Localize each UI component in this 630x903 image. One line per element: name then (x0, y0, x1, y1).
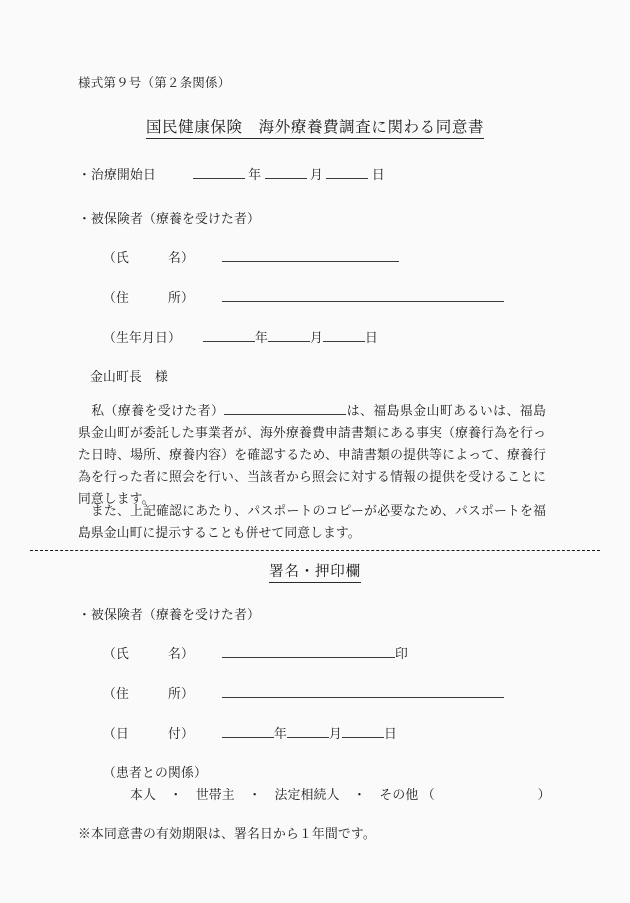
signature-address-row (103, 683, 504, 702)
signature-date-month-blank[interactable] (287, 725, 329, 738)
relationship-paren-close: ） (537, 788, 551, 802)
signature-date-year-blank[interactable] (222, 725, 274, 738)
consent-p2-text: また、上記確認にあたり、パスポートのコピーが必要なため、パスポートを福島県金山町に提示することも併せて同意します。 (78, 504, 546, 540)
footer-note: ※本同意書の有効期限は、署名日から１年間です。 (78, 827, 376, 841)
insured-name-blank[interactable] (222, 249, 399, 262)
signature-name-blank[interactable] (222, 645, 395, 658)
signature-date-day-unit: 日 (383, 727, 397, 741)
insured-name-row (103, 247, 399, 266)
signature-section-title (0, 560, 630, 581)
relationship-option-householder[interactable]: 世帯主 (195, 788, 235, 802)
signature-name-label: （氏 名） (103, 647, 194, 661)
consent-paragraph-1 (78, 400, 546, 510)
signature-address-blank[interactable] (222, 685, 504, 698)
insured-address-label: （住 所） (103, 291, 194, 305)
insured-birth-day-blank[interactable] (323, 329, 365, 342)
signature-address-label: （住 所） (103, 687, 194, 701)
insured-birth-year-blank[interactable] (203, 329, 255, 342)
signature-name-row (103, 643, 408, 662)
treatment-start-label: ・治療開始日 (78, 168, 156, 182)
signature-section-title-text: 署名・押印欄 (269, 564, 361, 583)
form-number: 様式第９号（第２条関係） (78, 76, 231, 90)
signature-date-day-blank[interactable] (342, 725, 384, 738)
signature-date-month-unit: 月 (328, 727, 342, 741)
relationship-separator: ・ (248, 788, 262, 802)
addressee: 金山町長 様 (90, 370, 168, 384)
signature-date-label: （日 付） (103, 727, 194, 741)
insured-name-label: （氏 名） (103, 251, 194, 265)
page-title-text: 国民健康保険 海外療養費調査に関わる同意書 (146, 119, 484, 139)
treatment-start-month-unit: 月 (310, 168, 324, 182)
consent-p1-after: は、福島県金山町あるいは、福島県金山町が委託した事業者が、海外療養費申請書類にある事実（療養行為を行った日時、場所、療養内容）を確認するため、申請書類の提供等によって、療養行為を行った者に照会を行い、当該者から照会に対する情報の提供を受けることに同意します。 (78, 404, 547, 506)
treatment-start-month-blank[interactable] (265, 166, 307, 179)
relationship-option-legal-heir[interactable]: 法定相続人 (274, 788, 340, 802)
consent-paragraph-2 (78, 500, 546, 544)
treatment-start-row (78, 164, 385, 183)
relationship-label: （患者との関係） (103, 766, 207, 780)
insured-birth-day-unit: 日 (364, 331, 378, 345)
relationship-separator: ・ (353, 788, 367, 802)
signature-date-year-unit: 年 (273, 727, 287, 741)
insured-birthdate-label: （生年月日） (103, 331, 181, 345)
insured-birth-year-unit: 年 (254, 331, 268, 345)
seal-mark: 印 (394, 647, 408, 661)
relationship-separator: ・ (169, 788, 183, 802)
consent-p1-before: 私（療養を受けた者） (90, 404, 225, 418)
treatment-start-day-unit: 日 (371, 168, 385, 182)
cut-line-divider (30, 550, 600, 551)
treatment-start-year-unit: 年 (248, 168, 262, 182)
insured-birth-month-unit: 月 (309, 331, 323, 345)
relationship-paren-open: （ (421, 788, 435, 802)
insured-address-blank[interactable] (222, 289, 504, 302)
consent-name-blank[interactable] (224, 402, 346, 415)
insured-birthdate-row (103, 327, 378, 346)
insured-birth-month-blank[interactable] (268, 329, 310, 342)
insured-address-row (103, 287, 504, 306)
signature-section-heading: ・被保険者（療養を受けた者） (78, 608, 260, 622)
page-title (0, 115, 630, 137)
treatment-start-year-blank[interactable] (193, 166, 245, 179)
signature-date-row (103, 723, 397, 742)
treatment-start-day-blank[interactable] (326, 166, 368, 179)
relationship-option-self[interactable]: 本人 (130, 788, 156, 802)
insured-section-heading: ・被保険者（療養を受けた者） (78, 212, 260, 226)
relationship-option-other[interactable]: その他 (379, 788, 419, 802)
relationship-options-row (130, 784, 551, 803)
